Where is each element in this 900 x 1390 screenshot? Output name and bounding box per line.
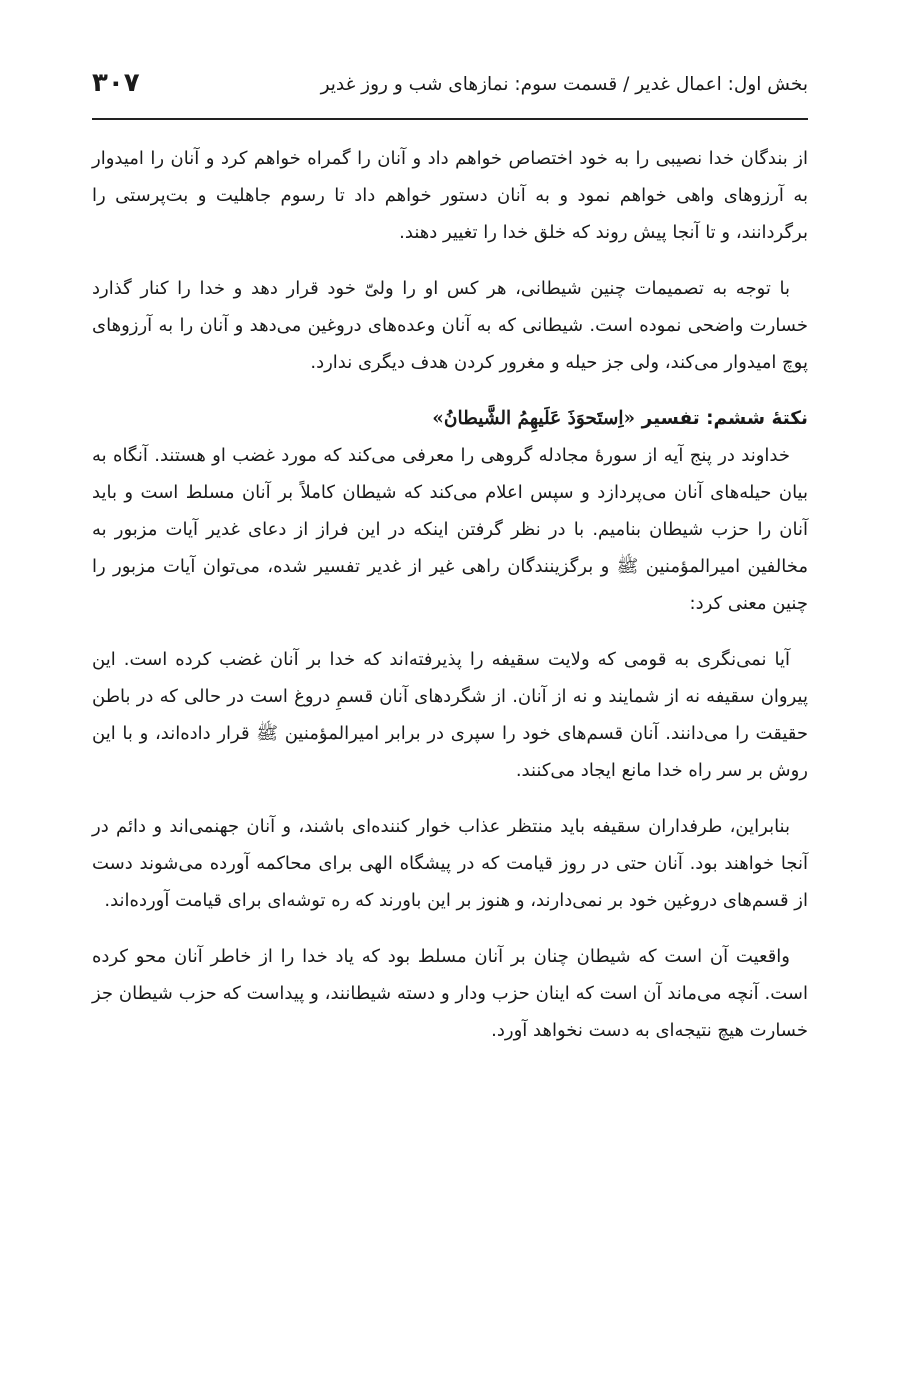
running-title: بخش اول: اعمال غدیر / قسمت سوم: نمازهای شب و روز غدیر <box>320 74 808 95</box>
page-header <box>92 62 808 120</box>
paragraph-3: خداوند در پنج آیه از سورهٔ مجادله گروهی را معرفی می‌کند که مورد غضب او هستند. آنگاه به بیان حیله‌های آنان می‌پردازد و سپس اعلام می‌کند که شیطان کاملاً بر آنان مسلط است و باید آنان را حزب شیطان بنامیم. با در نظر گرفتن اینکه در این فراز از دعای غدیر آیات مزبور به مخالفین امیرالمؤمنین ﷺ و برگزینندگان راهی غیر از غدیر تفسیر شده، می‌توان آیات مزبور را چنین معنی کرد: <box>92 445 808 614</box>
paragraph-5: بنابراین، طرفداران سقیفه باید منتظر عذاب خوار کننده‌ای باشند، و آنان جهنمی‌اند و دائم در آنجا خواهند بود. آنان حتی در روز قیامت که در پیشگاه الهی برای محاکمه آورده می‌شوند دست از قسم‌های دروغین خود بر نمی‌دارند، و هنوز بر این باورند که ره توشه‌ای برای قیامت آورده‌اند. <box>92 816 808 911</box>
page-number: ۳۰۷ <box>92 68 140 98</box>
section-heading-label: نکتهٔ ششم: تفسیر <box>635 408 808 429</box>
paragraph-1: از بندگان خدا نصیبی را به خود اختصاص خواهم داد و آنان را گمراه خواهم کرد و آنان را امیدوار به آرزوهای واهی خواهم نمود و به آنان دستور خواهم داد تا رسوم جاهلیت و بت‌پرستی را برگردانند، و تا آنجا پیش روند که خلق خدا را تغییر دهند. <box>92 148 808 243</box>
section-heading <box>92 400 808 437</box>
paragraph-2: با توجه به تصمیمات چنین شیطانی، هر کس او را ولیّ خود قرار دهد و خدا را کنار گذارد خسارت واضحی نموده است. شیطانی که به آنان وعده‌های دروغین می‌دهد و آنان را به آرزوهای پوچ امیدوار می‌کند، ولی جز حیله و مغرور کردن هدف دیگری ندارد. <box>92 278 808 373</box>
paragraph-6: واقعیت آن است که شیطان چنان بر آنان مسلط بود که یاد خدا را از خاطر آنان محو کرده است. آنچه می‌ماند آن است که اینان حزب ودار و دسته شیطانند، و پیداست که حزب شیطان جز خسارت هیچ نتیجه‌ای به دست نخواهد آورد. <box>92 946 808 1041</box>
paragraph-4: آیا نمی‌نگری به قومی که ولایت سقیفه را پذیرفته‌اند که خدا بر آنان غضب کرده است. این پیروان سقیفه نه از شمایند و نه از آنان. از شگردهای آنان قسمِ دروغ است در حالی که در باطن حقیقت را می‌دانند. آنان قسم‌های خود را سپری در برابر امیرالمؤمنین ﷺ قرار داده‌اند، و با این روش بر سر راه خدا مانع ایجاد می‌کنند. <box>92 649 808 781</box>
section-heading-quote: «اِستَحوَذَ عَلَیهِمُ الشَّیطانُ» <box>432 408 636 429</box>
page-body <box>92 140 808 1049</box>
